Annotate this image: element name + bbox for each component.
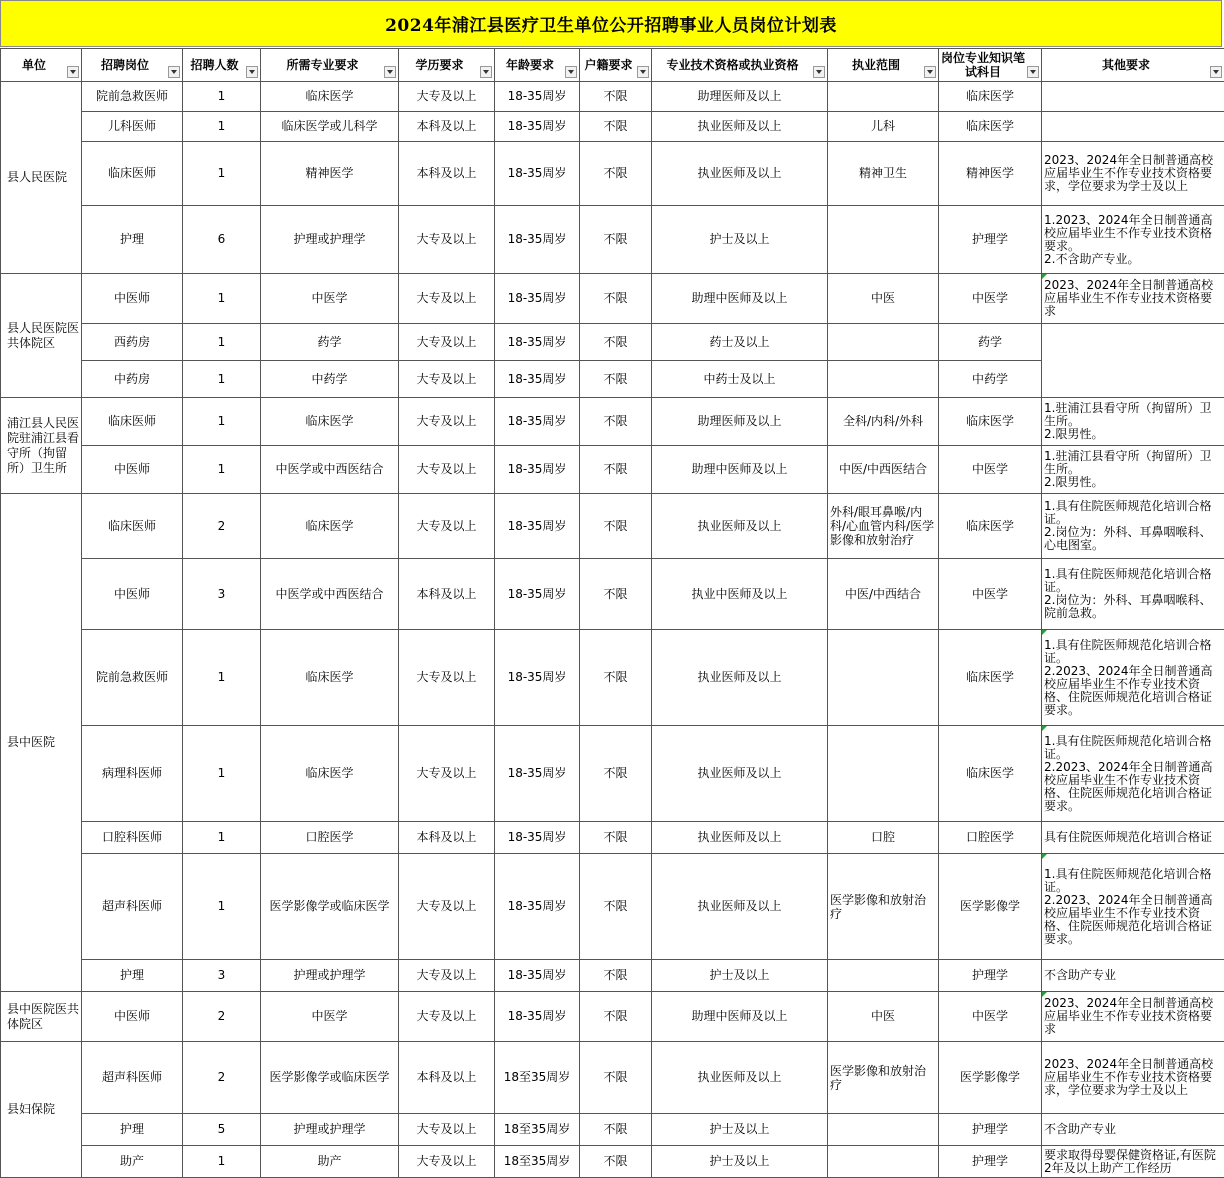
- cell-unit: 县中医院: [1, 494, 82, 992]
- cell-major: 临床医学或儿科学: [261, 112, 399, 142]
- cell-scope: [828, 630, 939, 726]
- cell-count: 1: [183, 398, 261, 446]
- cell-other: 2023、2024年全日制普通高校应届毕业生不作专业技术资格要求，学位要求为学士及以上: [1042, 1042, 1224, 1114]
- table-row: [1, 992, 1224, 1042]
- cell-hukou: 不限: [580, 992, 652, 1042]
- cell-scope: 儿科: [828, 112, 939, 142]
- cell-other: 1.具有住院医师规范化培训合格证。 2.岗位为：外科、耳鼻咽喉科、院前急救。: [1042, 559, 1224, 630]
- cell-other: [1042, 324, 1224, 398]
- cell-exam: 临床医学: [939, 82, 1042, 112]
- cell-scope: [828, 206, 939, 274]
- filter-dropdown-icon[interactable]: [565, 66, 577, 78]
- cell-education: 大专及以上: [399, 1146, 495, 1178]
- cell-count: 1: [183, 726, 261, 822]
- table-row: [1, 559, 1224, 630]
- cell-exam: 精神医学: [939, 142, 1042, 206]
- cell-post: 护理: [82, 1114, 183, 1146]
- cell-education: 大专及以上: [399, 361, 495, 398]
- page-title: 2024年浦江县医疗卫生单位公开招聘事业人员岗位计划表: [0, 0, 1222, 47]
- cell-education: 本科及以上: [399, 822, 495, 854]
- cell-exam: 临床医学: [939, 398, 1042, 446]
- cell-scope: 中医/中西医结合: [828, 446, 939, 494]
- cell-qualification: 执业医师及以上: [652, 726, 828, 822]
- cell-age: 18-35周岁: [495, 992, 580, 1042]
- cell-exam: 口腔医学: [939, 822, 1042, 854]
- cell-scope: [828, 960, 939, 992]
- cell-scope: 精神卫生: [828, 142, 939, 206]
- cell-exam: 医学影像学: [939, 854, 1042, 960]
- cell-age: 18-35周岁: [495, 142, 580, 206]
- cell-post: 中医师: [82, 992, 183, 1042]
- cell-scope: 全科/内科/外科: [828, 398, 939, 446]
- cell-age: 18至35周岁: [495, 1146, 580, 1178]
- cell-major: 药学: [261, 324, 399, 361]
- cell-major: 中药学: [261, 361, 399, 398]
- cell-hukou: 不限: [580, 559, 652, 630]
- header-unit: 单位: [1, 49, 82, 82]
- cell-hukou: 不限: [580, 960, 652, 992]
- header-hukou: 户籍要求: [580, 49, 652, 82]
- cell-qualification: 中药士及以上: [652, 361, 828, 398]
- cell-other: [1042, 82, 1224, 112]
- cell-qualification: 助理中医师及以上: [652, 992, 828, 1042]
- cell-exam: 中医学: [939, 274, 1042, 324]
- cell-age: 18至35周岁: [495, 1042, 580, 1114]
- cell-post: 西药房: [82, 324, 183, 361]
- cell-other: 1.2023、2024年全日制普通高校应届毕业生不作专业技术资格要求。 2.不含助产专业。: [1042, 206, 1224, 274]
- cell-exam: 临床医学: [939, 726, 1042, 822]
- cell-scope: [828, 361, 939, 398]
- cell-major: 护理或护理学: [261, 960, 399, 992]
- cell-education: 大专及以上: [399, 854, 495, 960]
- cell-hukou: 不限: [580, 1146, 652, 1178]
- cell-major: 中医学或中西医结合: [261, 446, 399, 494]
- table-row: [1, 1146, 1224, 1178]
- cell-qualification: 护士及以上: [652, 960, 828, 992]
- header-count: 招聘人数: [183, 49, 261, 82]
- filter-dropdown-icon[interactable]: [168, 66, 180, 78]
- cell-education: 大专及以上: [399, 630, 495, 726]
- cell-post: 临床医师: [82, 494, 183, 559]
- cell-major: 中医学: [261, 274, 399, 324]
- cell-hukou: 不限: [580, 398, 652, 446]
- cell-scope: 外科/眼耳鼻喉/内科/心血管内科/医学影像和放射治疗: [828, 494, 939, 559]
- cell-unit: 县妇保院: [1, 1042, 82, 1178]
- cell-exam: 护理学: [939, 206, 1042, 274]
- cell-other: 2023、2024年全日制普通高校应届毕业生不作专业技术资格要求: [1042, 992, 1224, 1042]
- recruitment-table: [0, 48, 1224, 1178]
- filter-dropdown-icon[interactable]: [813, 66, 825, 78]
- cell-qualification: 药士及以上: [652, 324, 828, 361]
- table-row: [1, 1114, 1224, 1146]
- cell-post: 中医师: [82, 446, 183, 494]
- cell-other: 要求取得母婴保健资格证,有医院2年及以上助产工作经历: [1042, 1146, 1224, 1178]
- cell-hukou: 不限: [580, 1114, 652, 1146]
- cell-education: 本科及以上: [399, 1042, 495, 1114]
- cell-scope: 中医: [828, 274, 939, 324]
- cell-count: 1: [183, 822, 261, 854]
- cell-major: 临床医学: [261, 82, 399, 112]
- cell-education: 本科及以上: [399, 112, 495, 142]
- cell-exam: 护理学: [939, 1114, 1042, 1146]
- cell-post: 中医师: [82, 274, 183, 324]
- cell-education: 本科及以上: [399, 142, 495, 206]
- table-row: [1, 142, 1224, 206]
- cell-post: 儿科医师: [82, 112, 183, 142]
- cell-exam: 中药学: [939, 361, 1042, 398]
- cell-education: 大专及以上: [399, 446, 495, 494]
- cell-count: 3: [183, 559, 261, 630]
- cell-hukou: 不限: [580, 494, 652, 559]
- cell-qualification: 执业医师及以上: [652, 822, 828, 854]
- cell-exam: 临床医学: [939, 494, 1042, 559]
- cell-qualification: 执业医师及以上: [652, 494, 828, 559]
- table-row: [1, 324, 1224, 361]
- cell-count: 1: [183, 142, 261, 206]
- cell-hukou: 不限: [580, 822, 652, 854]
- cell-scope: 口腔: [828, 822, 939, 854]
- table-row: [1, 1042, 1224, 1114]
- cell-age: 18-35周岁: [495, 854, 580, 960]
- cell-count: 2: [183, 1042, 261, 1114]
- cell-major: 口腔医学: [261, 822, 399, 854]
- cell-exam: 临床医学: [939, 630, 1042, 726]
- cell-count: 3: [183, 960, 261, 992]
- cell-count: 5: [183, 1114, 261, 1146]
- cell-unit: 县人民医院: [1, 82, 82, 274]
- cell-qualification: 执业医师及以上: [652, 112, 828, 142]
- cell-count: 2: [183, 992, 261, 1042]
- cell-unit: 县人民医院医共体院区: [1, 274, 82, 398]
- cell-qualification: 护士及以上: [652, 1114, 828, 1146]
- cell-other: 1.具有住院医师规范化培训合格证。 2.岗位为：外科、耳鼻咽喉科、心电图室。: [1042, 494, 1224, 559]
- cell-age: 18至35周岁: [495, 1114, 580, 1146]
- cell-other: 不含助产专业: [1042, 960, 1224, 992]
- cell-exam: 护理学: [939, 960, 1042, 992]
- cell-age: 18-35周岁: [495, 559, 580, 630]
- cell-major: 医学影像学或临床医学: [261, 1042, 399, 1114]
- cell-major: 临床医学: [261, 494, 399, 559]
- table-row: [1, 206, 1224, 274]
- filter-dropdown-icon[interactable]: [1027, 66, 1039, 78]
- cell-count: 1: [183, 361, 261, 398]
- cell-count: 1: [183, 630, 261, 726]
- cell-major: 护理或护理学: [261, 1114, 399, 1146]
- cell-qualification: 助理医师及以上: [652, 398, 828, 446]
- table-row: [1, 822, 1224, 854]
- cell-hukou: 不限: [580, 630, 652, 726]
- filter-dropdown-icon[interactable]: [480, 66, 492, 78]
- cell-scope: 中医: [828, 992, 939, 1042]
- table-row: [1, 82, 1224, 112]
- cell-education: 大专及以上: [399, 992, 495, 1042]
- cell-post: 院前急救医师: [82, 630, 183, 726]
- cell-post: 院前急救医师: [82, 82, 183, 112]
- cell-count: 1: [183, 324, 261, 361]
- cell-education: 大专及以上: [399, 324, 495, 361]
- cell-hukou: 不限: [580, 274, 652, 324]
- cell-major: 助产: [261, 1146, 399, 1178]
- header-other: 其他要求: [1042, 49, 1224, 82]
- table-row: [1, 854, 1224, 960]
- header-post: 招聘岗位: [82, 49, 183, 82]
- cell-post: 临床医师: [82, 398, 183, 446]
- cell-age: 18-35周岁: [495, 822, 580, 854]
- header-scope: 执业范围: [828, 49, 939, 82]
- cell-age: 18-35周岁: [495, 112, 580, 142]
- filter-dropdown-icon[interactable]: [246, 66, 258, 78]
- cell-count: 1: [183, 112, 261, 142]
- cell-qualification: 执业医师及以上: [652, 854, 828, 960]
- cell-exam: 中医学: [939, 559, 1042, 630]
- table-row: [1, 112, 1224, 142]
- cell-scope: [828, 1146, 939, 1178]
- cell-qualification: 护士及以上: [652, 1146, 828, 1178]
- cell-unit: 浦江县人民医院驻浦江县看守所（拘留所）卫生所: [1, 398, 82, 494]
- cell-scope: [828, 82, 939, 112]
- cell-education: 大专及以上: [399, 398, 495, 446]
- filter-dropdown-icon[interactable]: [384, 66, 396, 78]
- header-age: 年龄要求: [495, 49, 580, 82]
- table-row: [1, 960, 1224, 992]
- table-row: [1, 726, 1224, 822]
- cell-age: 18-35周岁: [495, 274, 580, 324]
- cell-other: [1042, 112, 1224, 142]
- cell-education: 大专及以上: [399, 960, 495, 992]
- cell-education: 大专及以上: [399, 494, 495, 559]
- cell-hukou: 不限: [580, 142, 652, 206]
- cell-post: 护理: [82, 206, 183, 274]
- cell-age: 18-35周岁: [495, 726, 580, 822]
- cell-other: 具有住院医师规范化培训合格证: [1042, 822, 1224, 854]
- cell-hukou: 不限: [580, 726, 652, 822]
- table-row: [1, 361, 1224, 398]
- cell-major: 医学影像学或临床医学: [261, 854, 399, 960]
- cell-count: 1: [183, 446, 261, 494]
- filter-dropdown-icon[interactable]: [637, 66, 649, 78]
- cell-hukou: 不限: [580, 446, 652, 494]
- cell-age: 18-35周岁: [495, 446, 580, 494]
- cell-qualification: 助理中医师及以上: [652, 446, 828, 494]
- cell-hukou: 不限: [580, 82, 652, 112]
- filter-dropdown-icon[interactable]: [924, 66, 936, 78]
- table-row: [1, 274, 1224, 324]
- header-qualification: 专业技术资格或执业资格: [652, 49, 828, 82]
- cell-count: 1: [183, 854, 261, 960]
- cell-other: 1.具有住院医师规范化培训合格证。 2.2023、2024年全日制普通高校应届毕业生不作专业技术资格、住院医师规范化培训合格证要求。: [1042, 854, 1224, 960]
- cell-post: 中医师: [82, 559, 183, 630]
- cell-major: 中医学: [261, 992, 399, 1042]
- cell-post: 护理: [82, 960, 183, 992]
- cell-post: 超声科医师: [82, 854, 183, 960]
- cell-major: 临床医学: [261, 630, 399, 726]
- cell-scope: [828, 324, 939, 361]
- cell-exam: 护理学: [939, 1146, 1042, 1178]
- cell-other: 2023、2024年全日制普通高校应届毕业生不作专业技术资格要求: [1042, 274, 1224, 324]
- cell-education: 大专及以上: [399, 726, 495, 822]
- cell-scope: 医学影像和放射治疗: [828, 854, 939, 960]
- cell-post: 口腔科医师: [82, 822, 183, 854]
- cell-major: 护理或护理学: [261, 206, 399, 274]
- cell-age: 18-35周岁: [495, 82, 580, 112]
- cell-qualification: 护士及以上: [652, 206, 828, 274]
- cell-major: 临床医学: [261, 398, 399, 446]
- cell-post: 临床医师: [82, 142, 183, 206]
- cell-other: 1.具有住院医师规范化培训合格证。 2.2023、2024年全日制普通高校应届毕业生不作专业技术资格、住院医师规范化培训合格证要求。: [1042, 726, 1224, 822]
- cell-count: 1: [183, 1146, 261, 1178]
- cell-qualification: 助理医师及以上: [652, 82, 828, 112]
- cell-qualification: 助理中医师及以上: [652, 274, 828, 324]
- cell-education: 大专及以上: [399, 274, 495, 324]
- cell-age: 18-35周岁: [495, 324, 580, 361]
- cell-count: 2: [183, 494, 261, 559]
- cell-hukou: 不限: [580, 854, 652, 960]
- cell-hukou: 不限: [580, 206, 652, 274]
- cell-hukou: 不限: [580, 1042, 652, 1114]
- cell-exam: 医学影像学: [939, 1042, 1042, 1114]
- cell-post: 超声科医师: [82, 1042, 183, 1114]
- table-row: [1, 398, 1224, 446]
- cell-major: 中医学或中西医结合: [261, 559, 399, 630]
- header-exam: 岗位专业知识笔试科目: [939, 49, 1042, 82]
- table-row: [1, 494, 1224, 559]
- cell-education: 本科及以上: [399, 559, 495, 630]
- cell-age: 18-35周岁: [495, 361, 580, 398]
- cell-age: 18-35周岁: [495, 960, 580, 992]
- cell-scope: [828, 1114, 939, 1146]
- cell-qualification: 执业医师及以上: [652, 630, 828, 726]
- cell-education: 大专及以上: [399, 206, 495, 274]
- cell-education: 大专及以上: [399, 82, 495, 112]
- cell-unit: 县中医院医共体院区: [1, 992, 82, 1042]
- cell-exam: 中医学: [939, 446, 1042, 494]
- cell-scope: [828, 726, 939, 822]
- cell-other: 1.驻浦江县看守所（拘留所）卫生所。 2.限男性。: [1042, 446, 1224, 494]
- table-row: [1, 630, 1224, 726]
- cell-major: 精神医学: [261, 142, 399, 206]
- cell-other: 1.具有住院医师规范化培训合格证。 2.2023、2024年全日制普通高校应届毕业生不作专业技术资格、住院医师规范化培训合格证要求。: [1042, 630, 1224, 726]
- cell-hukou: 不限: [580, 361, 652, 398]
- header-major: 所需专业要求: [261, 49, 399, 82]
- cell-scope: 医学影像和放射治疗: [828, 1042, 939, 1114]
- cell-post: 助产: [82, 1146, 183, 1178]
- cell-scope: 中医/中西结合: [828, 559, 939, 630]
- cell-count: 1: [183, 274, 261, 324]
- cell-count: 6: [183, 206, 261, 274]
- cell-qualification: 执业医师及以上: [652, 1042, 828, 1114]
- cell-major: 临床医学: [261, 726, 399, 822]
- cell-exam: 药学: [939, 324, 1042, 361]
- cell-post: 病理科医师: [82, 726, 183, 822]
- cell-post: 中药房: [82, 361, 183, 398]
- cell-count: 1: [183, 82, 261, 112]
- header-education: 学历要求: [399, 49, 495, 82]
- cell-hukou: 不限: [580, 324, 652, 361]
- cell-other: 2023、2024年全日制普通高校应届毕业生不作专业技术资格要求，学位要求为学士及以上: [1042, 142, 1224, 206]
- cell-age: 18-35周岁: [495, 206, 580, 274]
- cell-exam: 中医学: [939, 992, 1042, 1042]
- cell-other: 1.驻浦江县看守所（拘留所）卫生所。 2.限男性。: [1042, 398, 1224, 446]
- cell-exam: 临床医学: [939, 112, 1042, 142]
- cell-age: 18-35周岁: [495, 630, 580, 726]
- cell-age: 18-35周岁: [495, 398, 580, 446]
- cell-other: 不含助产专业: [1042, 1114, 1224, 1146]
- cell-qualification: 执业医师及以上: [652, 142, 828, 206]
- cell-hukou: 不限: [580, 112, 652, 142]
- filter-dropdown-icon[interactable]: [67, 66, 79, 78]
- filter-dropdown-icon[interactable]: [1210, 66, 1222, 78]
- header-row: [1, 49, 1224, 82]
- cell-age: 18-35周岁: [495, 494, 580, 559]
- cell-education: 大专及以上: [399, 1114, 495, 1146]
- table-row: [1, 446, 1224, 494]
- cell-qualification: 执业中医师及以上: [652, 559, 828, 630]
